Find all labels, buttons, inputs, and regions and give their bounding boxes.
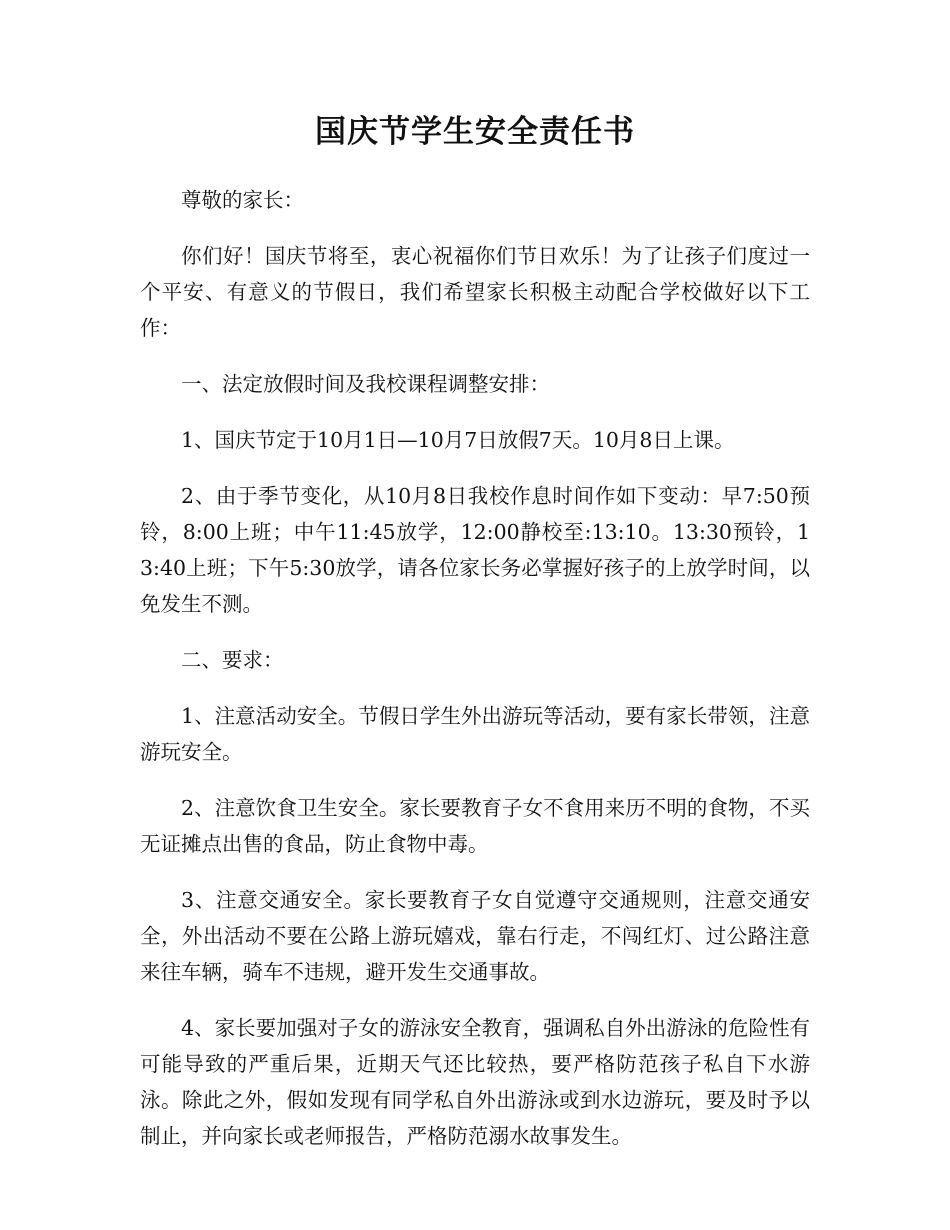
paragraph-activity-safety: 1、注意活动安全。节假日学生外出游玩等活动，要有家长带领，注意游玩安全。 <box>140 704 810 764</box>
section-heading-schedule: 一、法定放假时间及我校课程调整安排： <box>181 372 550 396</box>
document-page <box>140 110 810 1174</box>
paragraph-holiday-dates: 1、国庆节定于10月1日—10月7日放假7天。10月8日上课。 <box>181 428 735 452</box>
salutation: 尊敬的家长： <box>181 188 304 212</box>
paragraph-traffic-safety: 3、注意交通安全。家长要教育子女自觉遵守交通规则，注意交通安全，外出活动不要在公路上游玩嬉戏，靠右行走，不闯红灯、过公路注意来往车辆，骑车不违规，避开发生交通事故。 <box>140 888 810 984</box>
paragraph-swimming-safety: 4、家长要加强对子女的游泳安全教育，强调私自外出游泳的危险性有可能导致的严重后果，近期天气还比较热，要严格防范孩子私自下水游泳。除此之外，假如发现有同学私自外出游泳或到水边游玩，要及时予以制止，并向家长或老师报告，严格防范溺水故事发生。 <box>140 1016 810 1148</box>
paragraph-food-safety: 2、注意饮食卫生安全。家长要教育子女不食用来历不明的食物，不买无证摊点出售的食品，防止食物中毒。 <box>140 796 810 856</box>
section-heading-requirements: 二、要求： <box>181 648 284 672</box>
document-title: 国庆节学生安全责任书 <box>315 114 635 150</box>
paragraph-timetable-change: 2、由于季节变化，从10月8日我校作息时间作如下变动：早7:50预铃，8:00上班；中午11:45放学，12:00静校至:13:10。13:30预铃，13:40上班；下午5:30放学，请各位家长务必掌握好孩子的上放学时间，以免发生不测。 <box>140 484 810 616</box>
paragraph-greeting: 你们好！国庆节将至，衷心祝福你们节日欢乐！为了让孩子们度过一个平安、有意义的节假日，我们希望家长积极主动配合学校做好以下工作： <box>140 244 810 340</box>
